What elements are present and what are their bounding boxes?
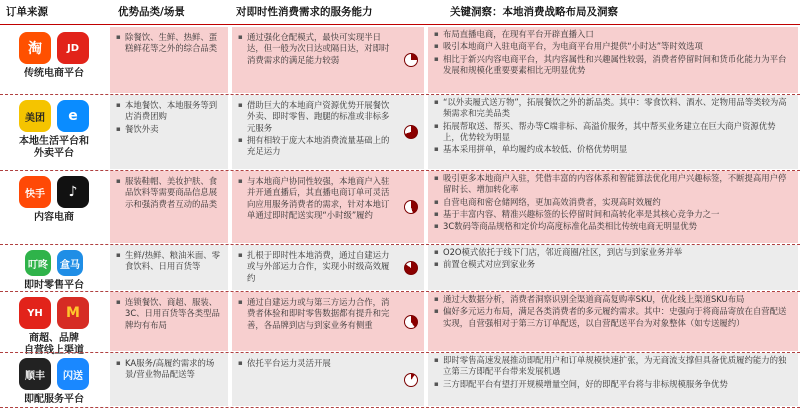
source-cell — [0, 291, 108, 357]
eleme-icon: e — [57, 100, 89, 132]
bullet-item: ▪ 通过强化仓配模式，最快可实现半日达，但一般为次日达或隔日达，对即时消费需求的满足能力较弱 — [238, 32, 392, 66]
category-list — [116, 100, 222, 136]
header-source: 订单来源 — [6, 6, 48, 18]
bullet-item: ▪ 通过自建运力或与第三方运力合作，消费者体验和即时零售数据都有提升和完善，各品牌到店与到家业务有侧重 — [238, 297, 392, 331]
source-cell — [0, 26, 108, 80]
bullet-item: ▪ 服装鞋帽、美妆护肤、食品饮料等需要商品信息展示和强消费者互动的品类 — [116, 176, 222, 210]
app-icons — [0, 297, 108, 329]
insight-list — [434, 355, 792, 391]
app-icons — [0, 176, 108, 208]
bullet-item: ▪ 吸引本地商户入驻电商平台，为电商平台用户提供“小时达”等时效选项 — [434, 41, 792, 52]
source-cell — [0, 352, 108, 406]
source-label — [0, 212, 108, 224]
header-category: 优势品类/场景 — [118, 6, 185, 18]
bullet-item: ▪ 拓展帮取送、帮买、帮办等C端非标、高溢价服务，其中帮买业务建立在巨大商户资源优势上，优势较为明显 — [434, 121, 792, 144]
table-row — [0, 94, 800, 170]
capability-pie-icon — [404, 53, 418, 67]
insight-list — [434, 97, 792, 156]
source-cell — [0, 244, 108, 292]
row-divider — [0, 407, 800, 408]
header-capability: 对即时性消费需求的服务能力 — [236, 6, 373, 18]
mcdonalds-icon: M — [57, 297, 89, 329]
source-label-line: 传统电商平台 — [24, 68, 84, 79]
header-insight: 关键洞察：本地消费战略布局及洞察 — [450, 6, 618, 18]
yonghui-icon: YH — [19, 297, 51, 329]
insight-list — [434, 29, 792, 77]
bullet-item: ▪ 相比于新兴内容电商平台，其内容属性和兴趣属性较弱，消费者停留时间和货币化能力为平台发展和规模化重要要素相比无明显优势 — [434, 54, 792, 77]
app-icons — [0, 358, 108, 390]
bullet-item: ▪ 餐饮外卖 — [116, 124, 222, 135]
capability-pie-icon — [404, 200, 418, 214]
category-list — [116, 250, 222, 274]
category-list — [116, 358, 222, 382]
app-icons — [0, 100, 108, 132]
source-cell — [0, 170, 108, 224]
capability-pie-icon — [404, 125, 418, 139]
bullet-item: ▪ 依托平台运力灵活开展 — [238, 358, 392, 369]
kuaishou-icon: 快手 — [19, 176, 51, 208]
bullet-item: ▪ O2O模式依托于线下门店，邻近商圈/社区，到店与到家业务并举 — [434, 247, 792, 258]
bullet-item: ▪ 即时零售高速发展推动即配用户和订单规模快速扩张，为无商流支撑但具备优质履约能力的独立第三方即配平台带来发展机遇 — [434, 355, 792, 378]
bullet-item: ▪ 前置仓模式对应到家业务 — [434, 259, 792, 270]
bullet-item: ▪ 自营电商和密仓储网络，更加高效消费者，实现高时效履约 — [434, 197, 792, 208]
header-divider — [0, 24, 800, 25]
source-label — [0, 68, 108, 80]
source-label-line: 即时零售平台 — [24, 280, 84, 291]
bullet-item: ▪ 扎根于即时性本地消费，通过自建运力或与外部运力合作，实现小时级高效履约 — [238, 250, 392, 284]
bullet-item: ▪ KA服务/高履约需求的场景/营业物品配送等 — [116, 358, 222, 381]
bullet-item: ▪ 基于丰富内容、精准兴趣标签的长停留时间和高转化率是其核心竞争力之一 — [434, 209, 792, 220]
category-list — [116, 297, 222, 332]
taobao-icon: 淘 — [19, 32, 51, 64]
table-row — [0, 352, 800, 407]
bullet-item: ▪ 三方即配平台有望打开规模增量空间，好的即配平台将与非标规模服务争优势 — [434, 379, 792, 390]
source-label — [0, 394, 108, 406]
douyin-icon: ♪ — [57, 176, 89, 208]
bullet-item: ▪ 与本地商户协同性较强，本地商户入驻并开通直播后，其直播电商订单可灵活向应用服务消费者的需求，针对本地订单通过即时配送实现“小时级”履约 — [238, 176, 392, 221]
shansong-icon: 闪送 — [57, 358, 89, 390]
source-label-line: 外卖平台 — [34, 148, 74, 159]
bullet-item: ▪ “以外卖履式送万物”，拓展餐饮之外的新品类。其中：零食饮料、酒水、定物用品等类较为高频需求和完美品类 — [434, 97, 792, 120]
source-label-line: 商超、品牌 — [29, 333, 79, 344]
table-row — [0, 26, 800, 94]
source-label-line: 内容电商 — [34, 212, 74, 223]
bullet-item: ▪ 吸引更多本地商户入驻，凭借丰富的内容体系和智能算法优化用户兴趣标签，不断提高用户停留时长、增加转化率 — [434, 173, 792, 196]
jd-icon: JD — [57, 32, 89, 64]
capability-list — [238, 358, 392, 370]
source-label — [0, 136, 108, 160]
source-label-line: 即配服务平台 — [24, 394, 84, 405]
bullet-item: ▪ 借助巨大的本地商户资源优势开展餐饮外卖、即时零售、跑腿的标准或非标多元服务 — [238, 100, 392, 134]
app-icons — [0, 250, 108, 276]
capability-list — [238, 176, 392, 222]
insight-list — [434, 294, 792, 330]
source-cell — [0, 94, 108, 160]
bullet-item: ▪ 偏好多元运力布局，满足各类消费者的多元履约需求。其中：史强向于将商品寄放在自营配送实现，自营强相对于第三方订单配送，以自营配送平台为对象整体（如专送履约） — [434, 306, 792, 329]
bullet-item: ▪ 拥有相较于庞大本地消费流量基础上的充足运力 — [238, 135, 392, 158]
bullet-item: ▪ 基本采用拼单，单均履约成本较低、价格优势明显 — [434, 144, 792, 155]
source-label-line: 自营线上渠道 — [24, 345, 84, 356]
capability-list — [238, 32, 392, 67]
table-row — [0, 244, 800, 291]
capability-list — [238, 100, 392, 158]
dingdong-icon: 叮咚 — [25, 250, 51, 276]
insight-list — [434, 173, 792, 233]
capability-pie-icon — [404, 373, 418, 387]
bullet-item: ▪ 本地餐饮、本地服务等到店消费团购 — [116, 100, 222, 123]
hema-icon: 盒马 — [57, 250, 83, 276]
capability-list — [238, 297, 392, 332]
table-row — [0, 291, 800, 356]
source-label-line: 本地生活平台和 — [19, 136, 89, 147]
capability-pie-icon — [404, 261, 418, 275]
category-list — [116, 176, 222, 211]
capability-list — [238, 250, 392, 285]
meituan-icon: 美团 — [19, 100, 51, 132]
category-list — [116, 32, 222, 56]
bullet-item: ▪ 连锁餐饮、商超、服装、3C、日用百货等各类型品牌均有布局 — [116, 297, 222, 331]
app-icons — [0, 32, 108, 64]
bullet-item: ▪ 3C数码等商品规格和定价均高度标准化品类相比传统电商无明显优势 — [434, 221, 792, 232]
table-row — [0, 170, 800, 244]
sf-icon: 顺丰 — [19, 358, 51, 390]
bullet-item: ▪ 布局直播电商，在现有平台开辟直播入口 — [434, 29, 792, 40]
bullet-item: ▪ 生鲜/热鲜、粮油米面、零食饮料、日用百货等 — [116, 250, 222, 273]
insight-list — [434, 247, 792, 272]
bullet-item: ▪ 除餐饮、生鲜、热鲜、蛋糕鲜花等之外的综合品类 — [116, 32, 222, 55]
bullet-item: ▪ 通过大数据分析，消费者洞察识别全渠道商高复购率SKU，优化线上渠道SKU布局 — [434, 294, 792, 305]
capability-pie-icon — [404, 315, 418, 329]
